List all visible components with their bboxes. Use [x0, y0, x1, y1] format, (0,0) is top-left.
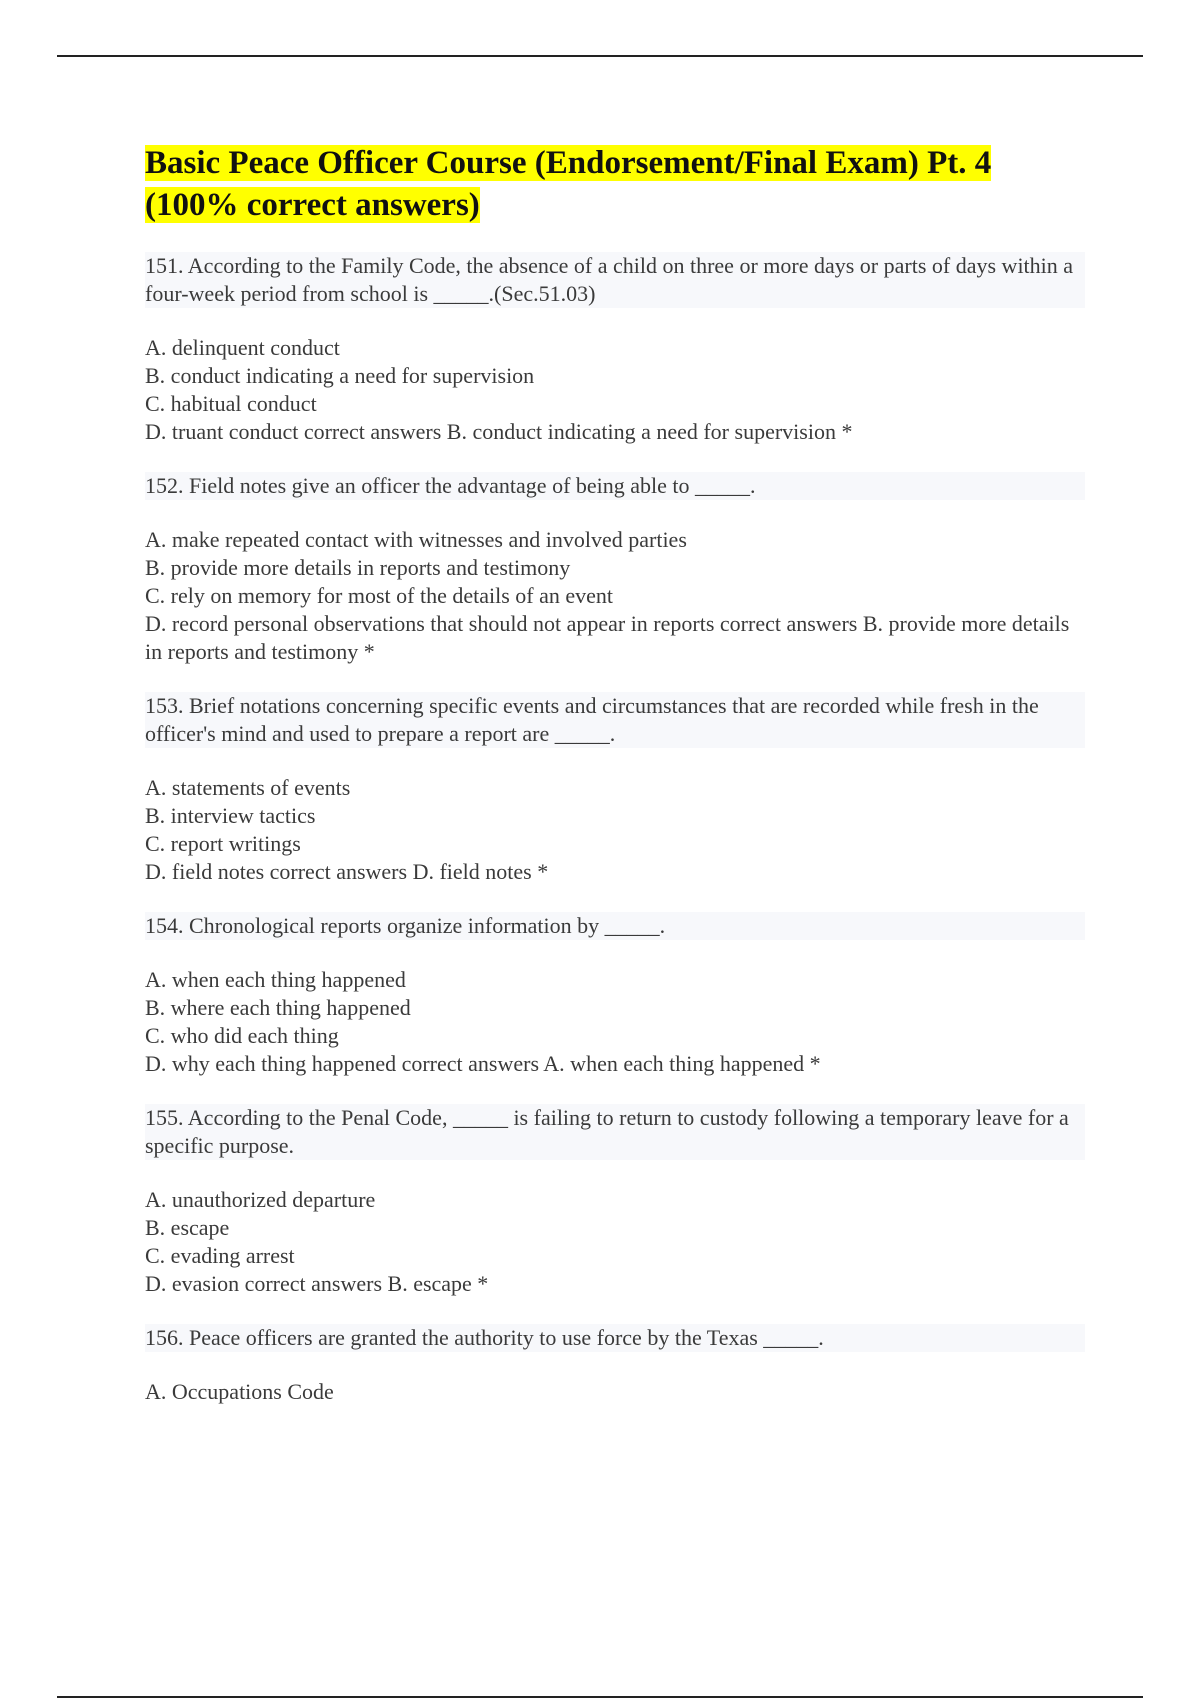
- question-151: [145, 252, 1085, 446]
- answer-option-d: D. field notes correct answers D. field notes *: [145, 859, 549, 884]
- answer-option-d: D. truant conduct correct answers B. conduct indicating a need for supervision *: [145, 419, 853, 444]
- answer-option-c: C. evading arrest: [145, 1243, 295, 1268]
- question-stem: 151. According to the Family Code, the absence of a child on three or more days or parts of days within a four-week period from school is _____.(Sec.51.03): [145, 252, 1085, 308]
- question-stem: 153. Brief notations concerning specific events and circumstances that are recorded while fresh in the officer's mind and used to prepare a report are _____.: [145, 692, 1085, 748]
- answer-option-a: A. unauthorized departure: [145, 1187, 376, 1212]
- answer-option-b: B. where each thing happened: [145, 995, 411, 1020]
- question-stem: 154. Chronological reports organize information by _____.: [145, 912, 1085, 940]
- question-153: [145, 692, 1085, 886]
- answer-option-c: C. report writings: [145, 831, 301, 856]
- answer-option-c: C. rely on memory for most of the details of an event: [145, 583, 613, 608]
- answer-option-a: A. delinquent conduct: [145, 335, 340, 360]
- answer-option-d: D. evasion correct answers B. escape *: [145, 1271, 489, 1296]
- document-body: [145, 142, 1085, 1432]
- question-155: [145, 1104, 1085, 1298]
- answer-option-c: C. who did each thing: [145, 1023, 339, 1048]
- answer-option-a: A. when each thing happened: [145, 967, 406, 992]
- question-152: [145, 472, 1085, 666]
- question-stem: 156. Peace officers are granted the authority to use force by the Texas _____.: [145, 1324, 1085, 1352]
- document-title: Basic Peace Officer Course (Endorsement/Final Exam) Pt. 4 (100% correct answers): [145, 145, 992, 223]
- question-stem: 155. According to the Penal Code, _____ is failing to return to custody following a temporary leave for a specific purpose.: [145, 1104, 1085, 1160]
- answer-option-c: C. habitual conduct: [145, 391, 317, 416]
- question-stem: 152. Field notes give an officer the advantage of being able to _____.: [145, 472, 1085, 500]
- top-rule: [57, 55, 1143, 57]
- answer-option-b: B. interview tactics: [145, 803, 316, 828]
- question-154: [145, 912, 1085, 1078]
- answer-option-a: A. Occupations Code: [145, 1379, 334, 1404]
- answer-option-b: B. escape: [145, 1215, 230, 1240]
- answer-option-a: A. make repeated contact with witnesses and involved parties: [145, 527, 687, 552]
- answer-option-a: A. statements of events: [145, 775, 351, 800]
- question-156: [145, 1324, 1085, 1406]
- bottom-rule: [57, 1696, 1143, 1698]
- answer-option-d: D. record personal observations that should not appear in reports correct answers B. provide more details in reports and testimony *: [145, 611, 1070, 664]
- answer-option-b: B. conduct indicating a need for supervision: [145, 363, 535, 388]
- answer-option-d: D. why each thing happened correct answers A. when each thing happened *: [145, 1051, 821, 1076]
- answer-option-b: B. provide more details in reports and testimony: [145, 555, 571, 580]
